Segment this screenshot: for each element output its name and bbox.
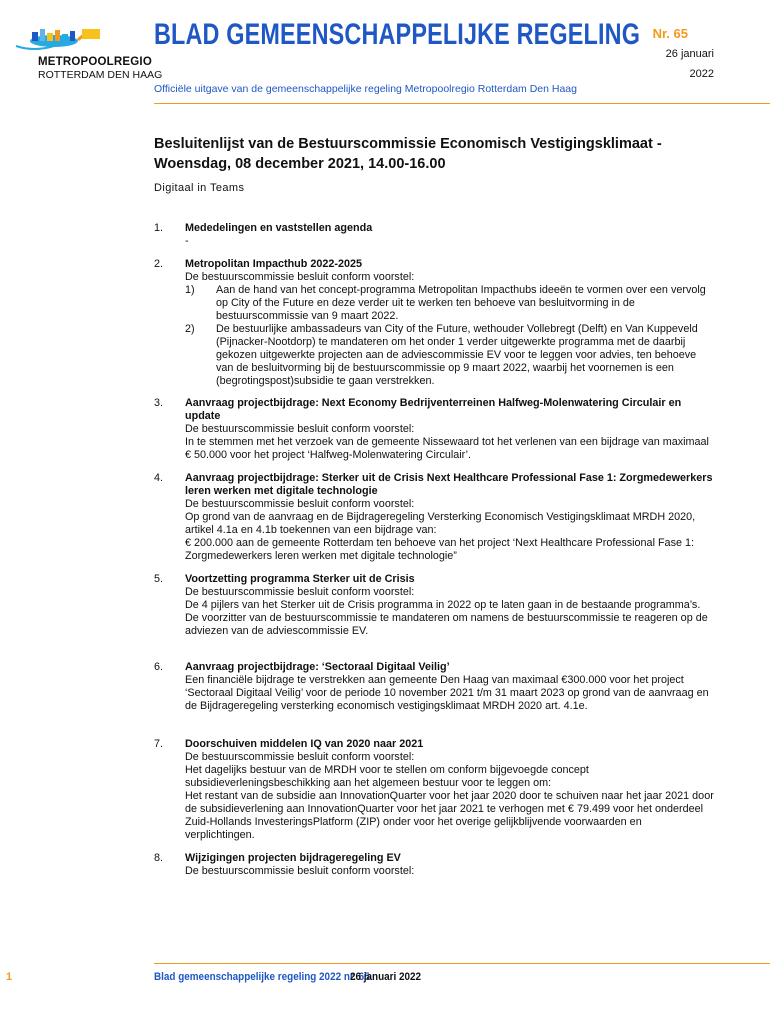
decision-subitem xyxy=(185,284,714,323)
agenda-item-title: Aanvraag projectbijdrage: Next Economy Bedrijventerreinen Halfweg-Molenwatering Circulair en update xyxy=(185,397,682,422)
agenda-item-title: Metropolitan Impacthub 2022-2025 xyxy=(185,258,362,270)
agenda-item-number: 3. xyxy=(154,397,164,409)
page-number: 1 xyxy=(6,971,13,983)
decision-subitem-number: 2) xyxy=(185,323,195,335)
agenda-item xyxy=(154,258,714,388)
agenda-item xyxy=(154,397,714,462)
agenda-item-text: € 200.000 aan de gemeente Rotterdam ten behoeve van het project ‘Next Healthcare Professional Fase 1: Zorgmedewerkers leren werken met digitale technologie” xyxy=(185,537,694,562)
footer-publication: Blad gemeenschappelijke regeling 2022 nr. 65 xyxy=(154,971,370,983)
agenda-item xyxy=(154,661,714,713)
agenda-item-title: Aanvraag projectbijdrage: ‘Sectoraal Digitaal Veilig’ xyxy=(185,661,450,673)
publication-title: BLAD GEMEENSCHAPPELIJKE REGELING xyxy=(154,18,641,51)
header-divider xyxy=(154,103,770,104)
publication-subtitle: Officiële uitgave van de gemeenschappelijke regeling Metropoolregio Rotterdam Den Haag xyxy=(154,83,577,95)
agenda-item-text: - xyxy=(185,235,189,247)
agenda-item-title: Mededelingen en vaststellen agenda xyxy=(185,222,373,234)
decision-subitem-number: 1) xyxy=(185,284,195,296)
agenda-item-text: De voorzitter van de bestuurscommissie te mandateren om namens de bestuurscommissie te reageren op de adviezen van de adviescommissie EV. xyxy=(185,612,708,637)
agenda-item-number: 8. xyxy=(154,852,164,864)
agenda-item-text: De bestuurscommissie besluit conform voorstel: xyxy=(185,751,415,763)
agenda-item-title: Voortzetting programma Sterker uit de Crisis xyxy=(185,573,415,585)
decision-subitem-text: Aan de hand van het concept-programma Metropolitan Impacthubs ideeën te vormen over een vervolg op City of the Future en deze verder uit te werken ten behoeve van besluitvorming in de bestuurscommissie van 9 maart 2022. xyxy=(216,284,706,322)
agenda-item-title: Aanvraag projectbijdrage: Sterker uit de Crisis Next Healthcare Professional Fase 1: Zorgmedewerkers leren werken met digitale technologie xyxy=(185,472,713,497)
agenda-item xyxy=(154,472,714,563)
agenda-item-text: De bestuurscommissie besluit conform voorstel: xyxy=(185,586,415,598)
agenda-item-title: Doorschuiven middelen IQ van 2020 naar 2021 xyxy=(185,738,424,750)
document-heading-line1: Besluitenlijst van de Bestuurscommissie Economisch Vestigingsklimaat - xyxy=(154,136,662,152)
mrdh-logo-graphic xyxy=(14,24,134,54)
meeting-location: Digitaal in Teams xyxy=(154,182,245,194)
issue-day: 26 januari xyxy=(665,48,714,60)
agenda-item xyxy=(154,852,714,878)
agenda-item-number: 5. xyxy=(154,573,164,585)
agenda-item-number: 1. xyxy=(154,222,164,234)
agenda-item-number: 6. xyxy=(154,661,164,673)
agenda-item-text: Het dagelijks bestuur van de MRDH voor te stellen om conform bijgevoegde concept subsidieverleningsbeschikking aan het algemeen bestuur voor te leggen om: xyxy=(185,764,589,789)
logo-name-line1: METROPOOLREGIO xyxy=(38,56,152,68)
agenda-item-text: In te stemmen met het verzoek van de gemeente Nissewaard tot het verlenen van een bijdrage van maximaal € 50.000 voor het project ‘Halfweg-Molenwatering Circulair’. xyxy=(185,436,709,461)
footer-divider xyxy=(154,963,770,964)
agenda-item-text: Het restant van de subsidie aan InnovationQuarter voor het jaar 2020 door te schuiven naar het jaar 2021 door de subsidieverlening aan InnovationQuarter voor het jaar 2021 te verhogen met € 79.499 voor het onderdeel Zuid-Hollands InvesteringsPlatform (ZIP) onder voor het overige gelijkblijvende voorwaarden en verplichtingen. xyxy=(185,790,714,841)
agenda-item-title: Wijzigingen projecten bijdrageregeling EV xyxy=(185,852,401,864)
agenda-item-text: De bestuurscommissie besluit conform voorstel: xyxy=(185,423,415,435)
document-heading-line2: Woensdag, 08 december 2021, 14.00-16.00 xyxy=(154,156,446,172)
agenda-item-text: Op grond van de aanvraag en de Bijdrageregeling Versterking Economisch Vestigingsklimaat MRDH 2020, artikel 4.1a en 4.1b toekennen van een bijdrage van: xyxy=(185,511,696,536)
agenda-item-text: De 4 pijlers van het Sterker uit de Crisis programma in 2022 op te laten gaan in de bestaande programma’s. xyxy=(185,599,701,611)
agenda-item-number: 4. xyxy=(154,472,164,484)
agenda-item-text: Een financiële bijdrage te verstrekken aan gemeente Den Haag van maximaal €300.000 voor het project ‘Sectoraal Digitaal Veilig’ voor de periode 10 november 2021 t/m 31 maart 2023 op grond van de aanvraag en de Bijdrageregeling versterking economisch vestigingsklimaat MRDH 2020 art. 4.1e. xyxy=(185,674,709,712)
decision-subitem-text: De bestuurlijke ambassadeurs van City of the Future, wethouder Vollebregt (Delft) en Van Kuppeveld (Pijnacker-Nootdorp) te mandateren om het onder 1 verder uitgewerkte programma met de daarbij gekozen uitgewerkte projecten aan de adviescommissie EV voor te leggen voor advies, ten behoeve van de besluitvorming bij de bestuurscommissie op 9 maart 2022, waarbij het voornemen is een (begrotingspost)subsidie te gaan verstrekken. xyxy=(216,323,698,387)
agenda-item xyxy=(154,573,714,638)
agenda-item-text: De bestuurscommissie besluit conform voorstel: xyxy=(185,498,415,510)
issue-number: Nr. 65 xyxy=(652,26,688,41)
agenda-item xyxy=(154,222,714,248)
document-heading xyxy=(154,134,714,174)
agenda-item-number: 2. xyxy=(154,258,164,270)
agenda-item-text: De bestuurscommissie besluit conform voorstel: xyxy=(185,271,415,283)
logo-name-line2: ROTTERDAM DEN HAAG xyxy=(38,69,163,81)
agenda-item xyxy=(154,738,714,842)
issue-year: 2022 xyxy=(689,68,714,80)
footer-date: 26 januari 2022 xyxy=(350,971,422,983)
agenda-item-number: 7. xyxy=(154,738,164,750)
decision-subitem xyxy=(185,323,714,388)
agenda-item-text: De bestuurscommissie besluit conform voorstel: xyxy=(185,865,415,877)
